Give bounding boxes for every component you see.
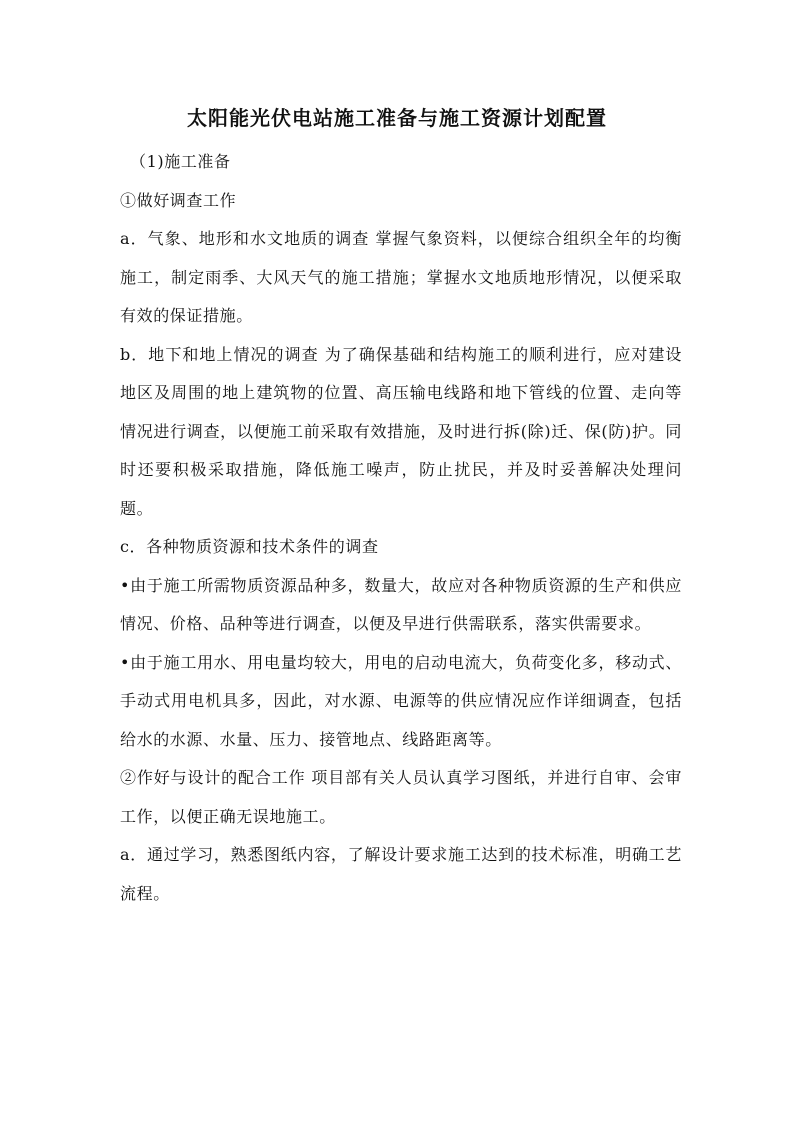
document-body <box>120 143 682 913</box>
document-title: 太阳能光伏电站施工准备与施工资源计划配置 <box>187 106 607 130</box>
subsection-paragraph: ②作好与设计的配合工作 项目部有关人员认真学习图纸，并进行自审、会审工作，以便正确无误地施工。 <box>120 768 682 826</box>
body-paragraph: a．通过学习，熟悉图纸内容，了解设计要求施工达到的技术标准，明确工艺流程。 <box>120 845 682 903</box>
body-paragraph: b．地下和地上情况的调查 为了确保基础和结构施工的顺利进行，应对建设地区及周围的地上建筑物的位置、高压输电线路和地下管线的位置、走向等情况进行调查，以便施工前采取有效措施，及时进行拆(除)迁、保(防)护。同时还要积极采取措施，降低施工噪声，防止扰民，并及时妥善解决处理问题。 <box>120 344 682 518</box>
body-paragraph: a．气象、地形和水文地质的调查 掌握气象资料，以便综合组织全年的均衡施工，制定雨季、大风天气的施工措施；掌握水文地质地形情况，以便采取有效的保证措施。 <box>120 229 682 325</box>
subsection-heading: ①做好调查工作 <box>120 190 237 210</box>
body-paragraph: c．各种物质资源和技术条件的调查 <box>120 537 379 556</box>
bullet-paragraph: •由于施工所需物质资源品种多，数量大，故应对各种物质资源的生产和供应情况、价格、品种等进行调查，以便及早进行供需联系，落实供需要求。 <box>120 575 682 633</box>
bullet-paragraph: •由于施工用水、用电量均较大，用电的启动电流大，负荷变化多，移动式、手动式用电机具多，因此，对水源、电源等的供应情况应作详细调查，包括给水的水源、水量、压力、接管地点、线路距离等。 <box>120 652 682 749</box>
section-heading: （1)施工准备 <box>130 152 231 171</box>
